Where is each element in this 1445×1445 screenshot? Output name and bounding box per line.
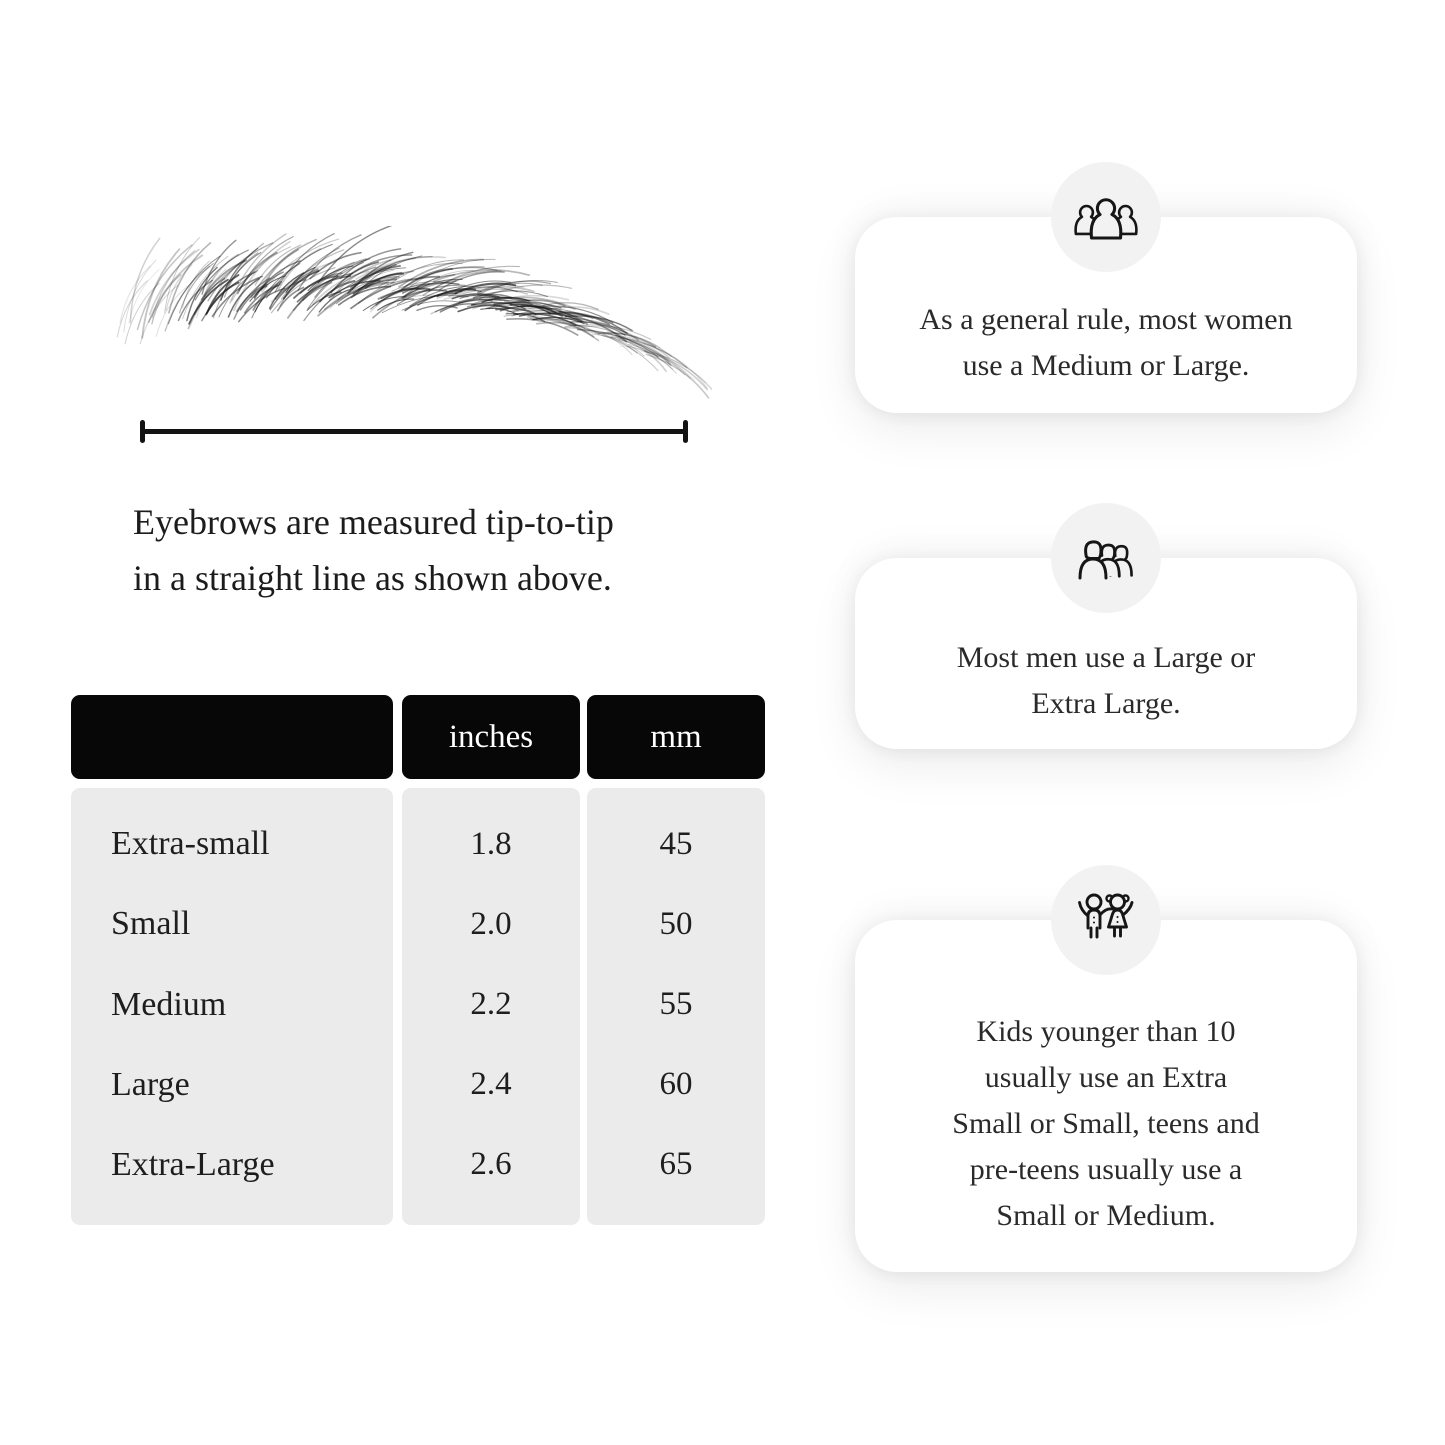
inches-value-cell: 2.4	[470, 1066, 512, 1103]
mm-value-cell: 50	[659, 905, 693, 942]
men-group-icon	[1070, 531, 1142, 585]
table-column-size-labels	[71, 788, 393, 1225]
kids-icon	[1071, 890, 1141, 950]
measurement-caption	[133, 494, 614, 606]
mm-value-cell: 45	[659, 825, 693, 862]
card-text-line: Most men use a Large or	[956, 641, 1256, 674]
size-label-cell: Extra-small	[111, 825, 270, 863]
card-text-line: Kids younger than 10	[976, 1014, 1236, 1048]
card-text-line: pre-teens usually use a	[969, 1152, 1243, 1186]
table-column-mm	[587, 788, 765, 1225]
measurement-line-bar	[141, 429, 687, 434]
size-label-cell: Small	[111, 905, 191, 943]
inches-value-cell: 1.8	[470, 825, 512, 862]
women-group-icon	[1070, 190, 1142, 244]
table-header-label	[71, 695, 393, 779]
card-text-line: As a general rule, most women	[919, 302, 1293, 336]
eyebrow-illustration	[112, 226, 712, 404]
mm-value-cell: 60	[659, 1066, 693, 1103]
inches-value-cell: 2.0	[470, 905, 512, 942]
measurement-line-right-cap	[683, 420, 688, 443]
caption-line-2: in a straight line as shown above.	[133, 558, 612, 598]
card-text-line: Extra Large.	[1031, 687, 1181, 720]
men-icon-circle	[1051, 503, 1161, 613]
mm-value-cell: 55	[659, 986, 693, 1022]
inches-value-cell: 2.2	[470, 986, 512, 1022]
card-text-line: Small or Medium.	[996, 1198, 1216, 1232]
women-icon-circle	[1051, 162, 1161, 272]
caption-line-1: Eyebrows are measured tip-to-tip	[133, 502, 614, 542]
card-text-line: Small or Small, teens and	[952, 1106, 1260, 1140]
size-label-cell: Large	[111, 1065, 190, 1103]
table-column-inches	[402, 788, 580, 1225]
measurement-line	[140, 420, 688, 443]
size-label-cell: Medium	[111, 985, 227, 1023]
size-label-cell: Extra-Large	[111, 1145, 275, 1183]
mm-value-cell: 65	[659, 1146, 693, 1183]
card-text-line: usually use an Extra	[984, 1060, 1228, 1094]
table-header-mm: mm	[587, 695, 765, 779]
table-header-inches: inches	[402, 695, 580, 779]
kids-icon-circle	[1051, 865, 1161, 975]
card-text-line: use a Medium or Large.	[962, 348, 1250, 382]
inches-value-cell: 2.6	[470, 1146, 512, 1183]
